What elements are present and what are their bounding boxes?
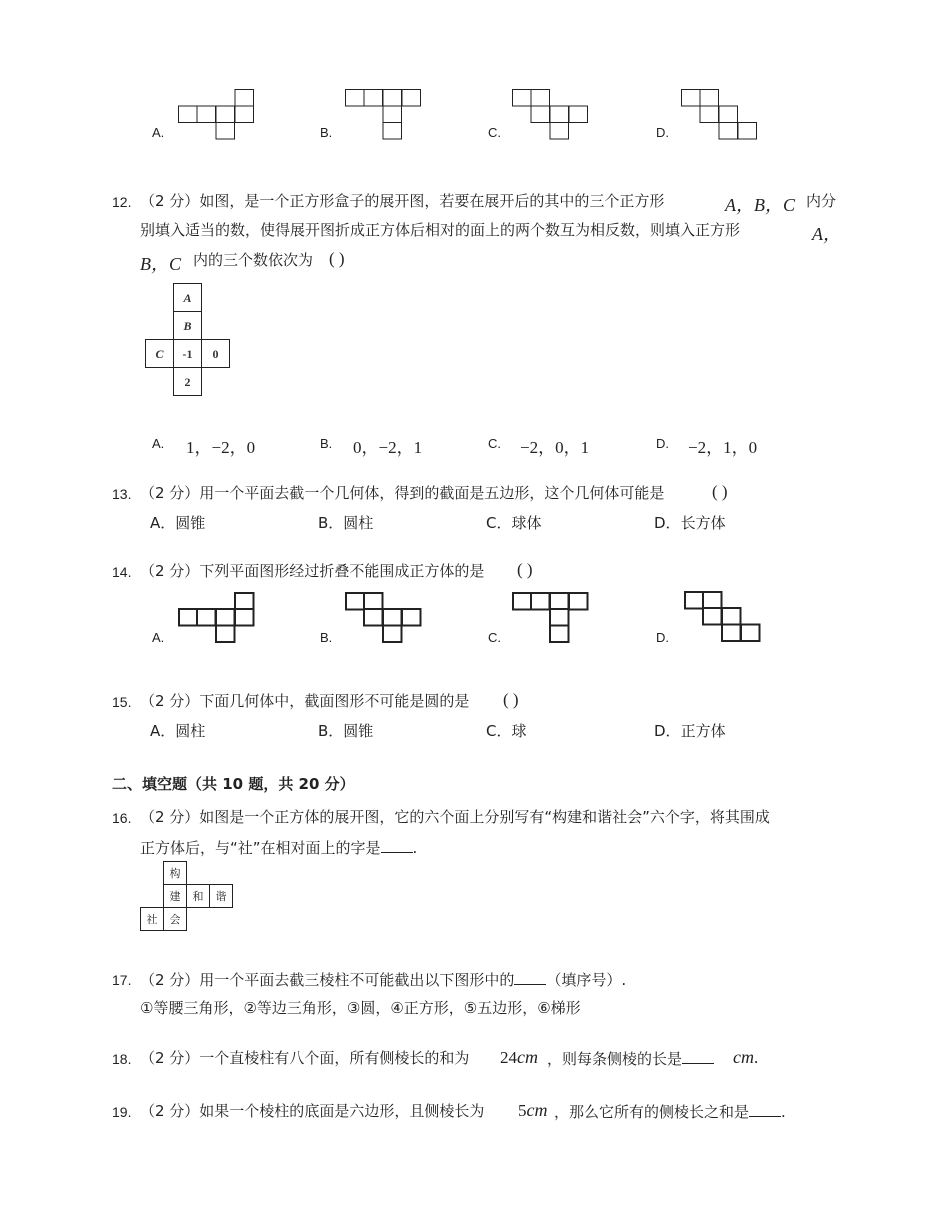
- q18-end: .: [754, 1048, 759, 1067]
- q12-line1: [140, 192, 664, 210]
- q12-line2: 别填入适当的数，使得展开图折成正方体后相对的面上的两个数互为相反数，则填入正方形: [140, 221, 741, 239]
- q17-answer-blank[interactable]: [514, 970, 546, 985]
- q16-grid-she: 社: [146, 913, 158, 926]
- q13-option-b[interactable]: [318, 514, 373, 532]
- q12-option-d-text: −2，1，0: [688, 438, 758, 457]
- q19-number-value: 5: [518, 1101, 527, 1120]
- q17-line1: [140, 970, 626, 989]
- q13-option-a-label: A．: [150, 514, 176, 532]
- q14-option-d-label[interactable]: D.: [656, 630, 669, 645]
- q16-grid-gou: 构: [169, 867, 181, 880]
- q16-end: .: [412, 839, 418, 857]
- q13-option-b-text: 圆柱: [343, 514, 374, 532]
- q14-option-a-label[interactable]: A.: [152, 630, 165, 645]
- q11-option-c-label[interactable]: C.: [488, 125, 501, 140]
- q16-number: 16.: [112, 810, 132, 826]
- q15-text: （2 分）下面几何体中，截面图形不可能是圆的是: [140, 692, 470, 710]
- q13-option-d-label: D．: [654, 514, 681, 532]
- q13-option-a[interactable]: [150, 514, 205, 532]
- q12-vars-bc: B，C: [140, 254, 182, 274]
- q13-option-c-label: C．: [486, 514, 512, 532]
- q18-number: 18.: [112, 1051, 132, 1067]
- q15-option-c-text: 球: [511, 722, 527, 740]
- q17-line1-end: （填序号）.: [546, 971, 627, 989]
- q15-option-c[interactable]: [486, 722, 527, 740]
- q12-option-b-text: 0，−2，1: [353, 438, 423, 457]
- q19-text2-text: ，那么它所有的侧棱长之和是: [554, 1103, 750, 1121]
- q15-option-c-label: C．: [486, 722, 512, 740]
- q12-grid-b: B: [183, 319, 192, 333]
- q14-answer-paren: ( ): [517, 560, 533, 579]
- q17-line1-text: （2 分）用一个平面去截三棱柱不可能截出以下图形中的: [140, 971, 515, 989]
- q14-text: （2 分）下列平面图形经过折叠不能围成正方体的是: [140, 562, 485, 580]
- q11-option-d-net: [681, 89, 761, 141]
- q18-unit: cm: [517, 1047, 538, 1067]
- q13-number: 13.: [112, 486, 132, 502]
- q18-unit2: cm: [733, 1047, 754, 1067]
- q12-option-a-label[interactable]: A.: [152, 436, 165, 451]
- q12-option-d-label[interactable]: D.: [656, 436, 669, 451]
- q12-line1-end: 内分: [806, 192, 837, 210]
- q16-grid-xie: 谐: [215, 890, 227, 903]
- q12-var-a: A，: [812, 224, 841, 244]
- q12-number: 12.: [112, 194, 132, 210]
- q12-grid-a: A: [183, 291, 192, 305]
- q14-option-b-net: [345, 592, 425, 644]
- q15-option-d-text: 正方体: [680, 722, 726, 740]
- q12-line3: 内的三个数依次为: [193, 251, 314, 269]
- q13-option-c[interactable]: [486, 514, 542, 532]
- q13-option-c-text: 球体: [511, 514, 542, 532]
- q18-number-value: 24: [500, 1048, 517, 1067]
- q18-answer-blank[interactable]: [682, 1049, 714, 1064]
- q15-option-b-label: B．: [318, 722, 344, 740]
- q12-grid-2: 2: [184, 375, 191, 389]
- q16-line2: [140, 838, 417, 857]
- q12-option-c-label[interactable]: C.: [488, 436, 501, 451]
- q16-grid-jian: 建: [169, 890, 181, 903]
- q13-option-b-label: B．: [318, 514, 344, 532]
- q18-text2-text: ，则每条侧棱的长是: [547, 1050, 683, 1068]
- q12-option-a-text: 1，−2，0: [186, 438, 256, 457]
- q12-option-b-label[interactable]: B.: [320, 436, 333, 451]
- q11-option-d-label[interactable]: D.: [656, 125, 669, 140]
- q16-line2-text: 正方体后，与“社”在相对面上的字是: [140, 839, 381, 857]
- q11-option-b-net: [345, 89, 425, 141]
- q12-line1-text: 如图，是一个正方形盒子的展开图，若要在展开后的其中的三个正方形: [199, 192, 665, 210]
- q13-option-d[interactable]: [654, 514, 726, 532]
- section-2-title: 二、填空题（共 10 题，共 20 分）: [112, 775, 355, 793]
- q12-option-c-text: −2，0，1: [520, 438, 590, 457]
- q13-option-a-text: 圆锥: [175, 514, 206, 532]
- q16-cube-net: [140, 861, 240, 933]
- q15-option-a-text: 圆柱: [175, 722, 206, 740]
- q12-cube-net: [145, 283, 235, 403]
- q13-option-d-text: 长方体: [680, 514, 726, 532]
- q15-option-d[interactable]: [654, 722, 726, 740]
- q12-grid-c: C: [155, 347, 164, 361]
- q12-grid-0: 0: [212, 347, 219, 361]
- q18-value: [500, 1047, 538, 1068]
- q14-option-c-net: [512, 592, 592, 644]
- q15-option-b[interactable]: [318, 722, 373, 740]
- q13-text: （2 分）用一个平面去截一个几何体，得到的截面是五边形，这个几何体可能是: [140, 484, 665, 502]
- q13-answer-paren: ( ): [712, 482, 728, 501]
- q19-value: [518, 1100, 548, 1121]
- q12-grid-neg1: -1: [182, 347, 193, 361]
- q11-option-a-label[interactable]: A.: [152, 125, 165, 140]
- q18-text1: （2 分）一个直棱柱有八个面，所有侧棱长的和为: [140, 1049, 470, 1067]
- q12-vars-abc: A，B，C: [725, 195, 795, 215]
- q19-text1: （2 分）如果一个棱柱的底面是六边形，且侧棱长为: [140, 1102, 485, 1120]
- q19-text2: [554, 1102, 786, 1121]
- q15-option-d-label: D．: [654, 722, 681, 740]
- q16-grid-hui: 会: [169, 913, 181, 926]
- q14-number: 14.: [112, 564, 132, 580]
- q11-option-a-net: [178, 89, 258, 141]
- q11-option-c-net: [512, 89, 592, 141]
- q14-option-c-label[interactable]: C.: [488, 630, 501, 645]
- q15-option-a[interactable]: [150, 722, 205, 740]
- q18-unit2-wrap: [733, 1047, 758, 1068]
- q16-line1: （2 分）如图是一个正方体的展开图，它的六个面上分别写有“构建和谐社会”六个字，将其围成: [140, 808, 770, 826]
- q15-option-a-label: A．: [150, 722, 176, 740]
- q14-option-d-net: [684, 591, 764, 643]
- q19-answer-blank[interactable]: [749, 1102, 781, 1117]
- q19-number: 19.: [112, 1104, 132, 1120]
- q17-number: 17.: [112, 972, 132, 988]
- q12-answer-paren: ( ): [329, 249, 345, 268]
- q11-option-b-label[interactable]: B.: [320, 125, 333, 140]
- q12-score: （2 分）: [140, 192, 200, 210]
- q18-text2: [547, 1049, 714, 1068]
- q14-option-a-net: [178, 592, 258, 644]
- q19-unit: cm: [526, 1100, 548, 1120]
- q16-grid-he: 和: [192, 890, 204, 903]
- q14-option-b-label[interactable]: B.: [320, 630, 333, 645]
- q17-line2: ①等腰三角形，②等边三角形，③圆，④正方形，⑤五边形，⑥梯形: [140, 999, 581, 1017]
- q15-option-b-text: 圆锥: [343, 722, 374, 740]
- q15-answer-paren: ( ): [503, 690, 519, 709]
- q16-answer-blank[interactable]: [381, 838, 413, 853]
- q19-end: .: [781, 1103, 786, 1121]
- q15-number: 15.: [112, 694, 132, 710]
